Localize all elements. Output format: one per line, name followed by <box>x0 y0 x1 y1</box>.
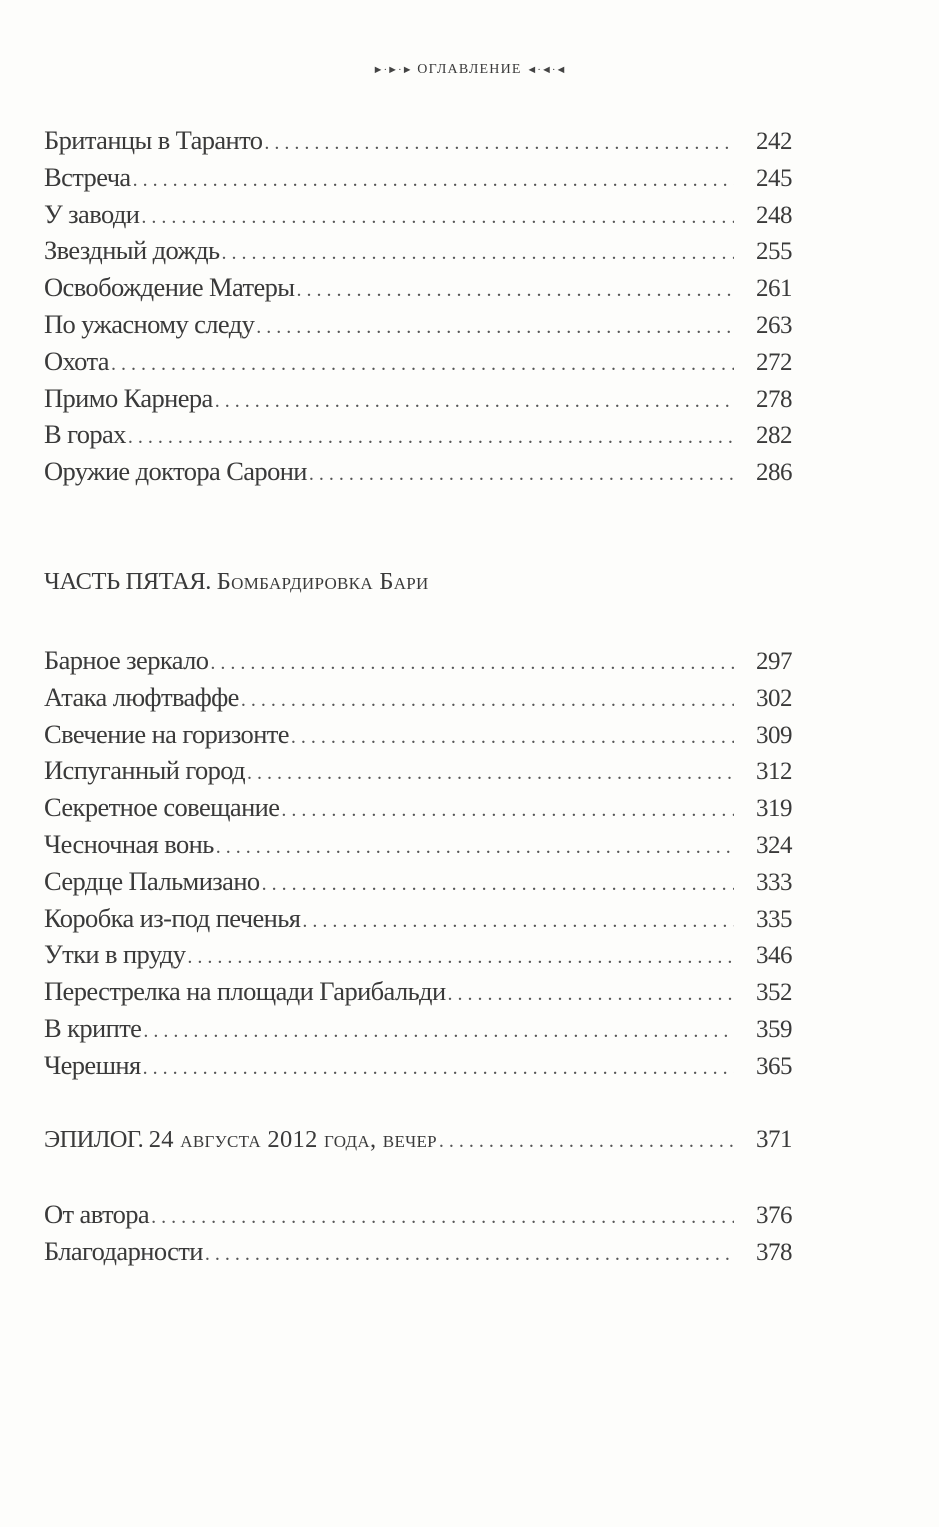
entry-page: 278 <box>756 385 792 413</box>
toc-entry[interactable] <box>44 416 792 453</box>
toc-entry[interactable] <box>44 716 792 753</box>
toc-entry[interactable] <box>44 900 792 937</box>
toc-entry[interactable] <box>44 380 792 417</box>
entry-title: Атака люфтваффе <box>44 681 239 712</box>
entry-page: 378 <box>756 1238 792 1266</box>
dot-leader <box>241 682 734 719</box>
running-head <box>0 62 939 78</box>
toc-entry[interactable] <box>44 343 792 380</box>
toc-entry[interactable] <box>44 269 792 306</box>
entry-title: У заводи <box>44 198 140 229</box>
toc-entry[interactable] <box>44 232 792 269</box>
entry-title: Утки в пруду <box>44 939 186 970</box>
entry-title: Секретное совещание <box>44 792 280 823</box>
entry-title: Охота <box>44 345 109 376</box>
part-heading-prefix: ЧАСТЬ ПЯТАЯ. <box>44 568 212 595</box>
running-head-label: ОГЛАВЛЕНИЕ <box>417 62 522 77</box>
ornament-left-icon: ►·►·► <box>372 64 413 76</box>
entry-page: 352 <box>756 979 792 1007</box>
toc-section-1 <box>44 122 792 490</box>
entry-title: Испуганный город <box>44 755 246 786</box>
entry-title: По ужасному следу <box>44 308 255 339</box>
dot-leader <box>205 1236 734 1273</box>
dot-leader <box>262 866 734 903</box>
toc-entry[interactable] <box>44 1010 792 1047</box>
dot-leader <box>291 719 734 756</box>
entry-page: 319 <box>756 795 792 823</box>
dot-leader <box>151 1199 734 1236</box>
dot-leader <box>210 645 734 682</box>
entry-page: 376 <box>756 1202 792 1229</box>
entry-title: Чесночная вонь <box>44 828 214 859</box>
entry-title: Встреча <box>44 161 131 192</box>
toc-entry[interactable] <box>44 789 792 826</box>
toc-entry[interactable] <box>44 973 792 1010</box>
dot-leader <box>439 1123 734 1160</box>
toc-entry[interactable] <box>44 306 792 343</box>
part-heading-title <box>216 568 429 595</box>
entry-page: 263 <box>756 311 792 339</box>
dot-leader <box>281 792 734 829</box>
entry-page: 282 <box>756 422 792 450</box>
entry-title: Перестрелка на площади Гарибальди <box>44 976 446 1007</box>
entry-page: 297 <box>756 648 792 675</box>
ornament-right-icon: ◄·◄·◄ <box>526 64 567 76</box>
entry-page: 346 <box>756 942 792 970</box>
entry-page: 335 <box>756 905 792 933</box>
entry-page: 309 <box>756 721 792 749</box>
toc-entry[interactable] <box>44 453 792 490</box>
dot-leader <box>256 309 734 346</box>
entry-page: 242 <box>756 128 792 155</box>
entry-page: 312 <box>756 758 792 786</box>
entry-title: Освобождение Матеры <box>44 272 295 303</box>
toc-entry[interactable] <box>44 863 792 900</box>
dot-leader <box>264 125 734 162</box>
entry-title: Оружие доктора Сарони <box>44 456 307 487</box>
toc-entry[interactable] <box>44 642 792 679</box>
dot-leader <box>309 456 734 493</box>
entry-title: Черешня <box>44 1049 141 1080</box>
entry-title: Сердце Пальмизано <box>44 865 260 896</box>
entry-page: 333 <box>756 868 792 896</box>
dot-leader <box>187 939 734 976</box>
dot-leader <box>302 903 734 940</box>
toc-entry-epilogue[interactable] <box>44 1122 792 1159</box>
entry-title: От автора <box>44 1199 150 1229</box>
entry-title: Британцы в Таранто <box>44 125 263 155</box>
entry-page: 302 <box>756 684 792 712</box>
entry-title: Свечение на горизонте <box>44 718 289 749</box>
dot-leader <box>141 199 734 236</box>
toc-part-5 <box>44 642 792 1084</box>
dot-leader <box>247 755 734 792</box>
dot-leader <box>143 1050 734 1087</box>
toc-entry[interactable] <box>44 936 792 973</box>
entry-title: Коробка из-под печенья <box>44 902 301 933</box>
entry-page: 245 <box>756 164 792 192</box>
part-heading[interactable] <box>44 568 429 596</box>
toc-entry[interactable] <box>44 1196 792 1233</box>
dot-leader <box>133 162 734 199</box>
toc-entry[interactable] <box>44 122 792 159</box>
entry-title: Барное зеркало <box>44 645 209 675</box>
toc-back-matter <box>44 1196 792 1270</box>
toc-entry[interactable] <box>44 1047 792 1084</box>
entry-title: В горах <box>44 419 126 450</box>
entry-page: 286 <box>756 459 792 487</box>
dot-leader <box>222 235 734 272</box>
entry-page: 359 <box>756 1015 792 1043</box>
toc-entry[interactable] <box>44 1233 792 1270</box>
dot-leader <box>448 976 734 1013</box>
entry-title: Благодарности <box>44 1235 203 1266</box>
entry-page: 272 <box>756 348 792 376</box>
toc-entry[interactable] <box>44 679 792 716</box>
toc-entry[interactable] <box>44 752 792 789</box>
entry-title: Примо Карнера <box>44 382 213 413</box>
entry-page: 261 <box>756 275 792 303</box>
epilogue-prefix: ЭПИЛОГ. <box>44 1126 144 1153</box>
dot-leader <box>297 272 735 309</box>
entry-page: 248 <box>756 201 792 229</box>
dot-leader <box>216 829 734 866</box>
entry-page: 365 <box>756 1052 792 1080</box>
entry-title: Звездный дождь <box>44 235 220 266</box>
entry-title: В крипте <box>44 1012 142 1043</box>
toc-epilogue <box>44 1122 792 1159</box>
entry-page: 324 <box>756 831 792 859</box>
dot-leader <box>215 383 734 420</box>
toc-entry[interactable] <box>44 159 792 196</box>
toc-entry[interactable] <box>44 826 792 863</box>
dot-leader <box>111 346 734 383</box>
dot-leader <box>143 1013 734 1050</box>
epilogue-title <box>44 1122 437 1159</box>
epilogue-title-text: 24 августа 2012 года, вечер <box>148 1126 437 1153</box>
part-heading-title-text: Бомбардировка Бари <box>216 568 429 595</box>
dot-leader <box>128 419 734 456</box>
entry-page: 255 <box>756 238 792 266</box>
entry-page: 371 <box>756 1126 792 1153</box>
toc-entry[interactable] <box>44 196 792 233</box>
